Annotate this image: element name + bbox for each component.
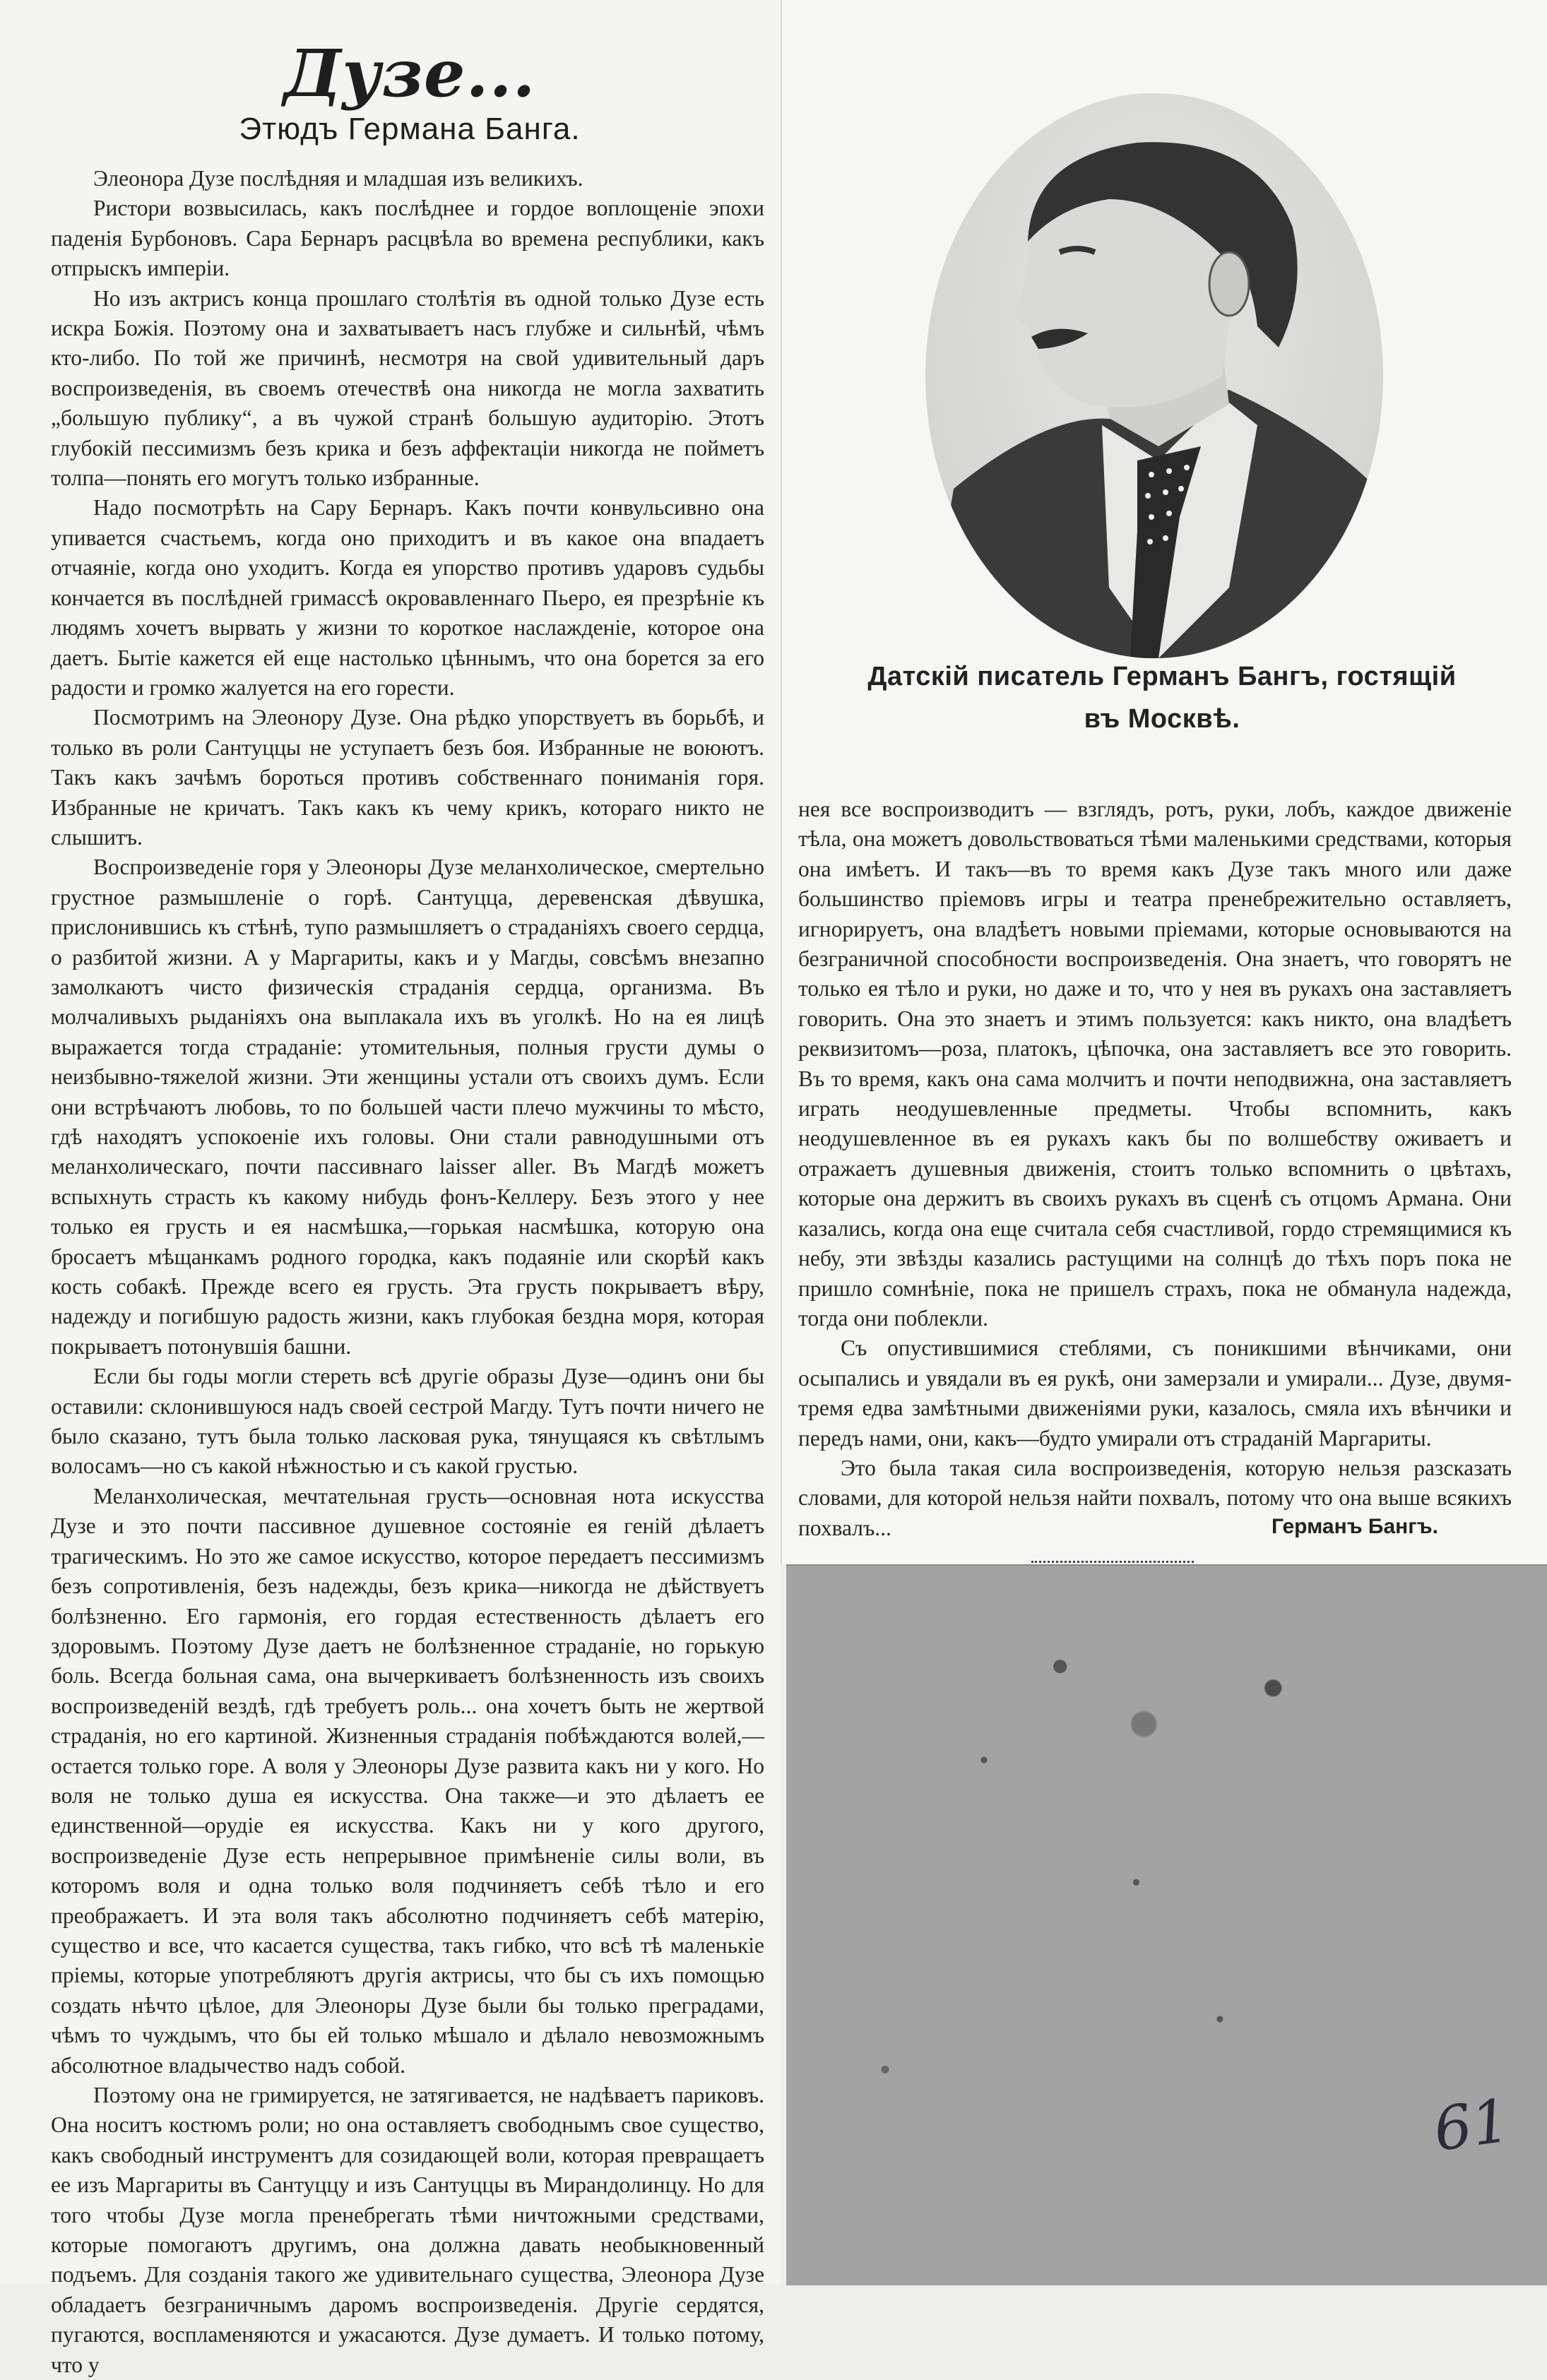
caption-line-2: въ Москвѣ. bbox=[1084, 704, 1240, 734]
paragraph: Поэтому она не гримируется, не затягивается, не надѣваетъ париковъ. Она носитъ костюмъ роли; но она оставляетъ свободнымъ свое существо, какъ свободный инструментъ для созидающей воли, которая превращаетъ ее изъ Маргариты въ Сантуццу и изъ Сантуццы въ Мирандолинцу. Но для того чтобы Дузе могла пренебрегать тѣми ничтожными средствами, которые помогаютъ другимъ, она должна давать необыкновенный подъемъ. Для созданія такого же удивительнаго существа, Элеонора Дузе обладаетъ безграничнымъ даромъ воспроизведенія. Другіе сердятся, пугаются, воспламеняются и ужасаются. Дузе думаетъ. И только потому, что у bbox=[51, 2083, 764, 2377]
paragraph: Воспроизведеніе горя у Элеоноры Дузе меланхолическое, смертельно грустное размышленіе о горѣ. Сантуцца, деревенская дѣвушка, прислонившись къ стѣнѣ, тупо размышляетъ о страданіяхъ своего сердца, о разбитой жизни. А у Маргариты, какъ и у Магды, совсѣмъ внезапно замолкаютъ чисто физическія страданія сердца, организма. Въ молчаливыхъ рыданіяхъ она выплакала ихъ въ уголкѣ. Но на ея лицѣ выражается тогда страданіе: утомительныя, полныя грусти думы о неизбывно-тяжелой жизни. Эти женщины устали отъ своихъ думъ. Если они встрѣчаютъ любовь, то по большей части плечо мужчины то мѣсто, гдѣ находятъ успокоеніе ихъ головы. Они стали равнодушными отъ меланхолическаго, почти пассивнаго laisser aller. Въ Магдѣ можетъ вспыхнуть страсть къ какому нибудь фонъ-Келлеру. Безъ этого у нее только ея грусть и ея насмѣшка,—горькая насмѣшка, которую она бросаетъ мѣщанкамъ родного городка, какъ подаяніе или скорѣй какъ кость собакѣ. Прежде всего ея грусть. Эта грусть покрываетъ вѣру, надежду и погибшую радость жизни, какъ глубокая бездна моря, которая покрываетъ потонувшія башни. bbox=[51, 855, 764, 1359]
right-text-column bbox=[798, 795, 1512, 1543]
article-subtitle: Этюдъ Германа Банга. bbox=[239, 112, 581, 146]
paragraph: Меланхолическая, мечтательная грусть—основная нота искусства Дузе и это почти пассивное душевное состояніе ея геній дѣлаетъ трагическимъ. Но это же самое искусство, которое передаетъ пессимизмъ безъ сопротивленія, безъ надежды, безъ крика—никогда не дѣйствуетъ болѣзненно. Его гармонія, его гордая естественность дѣлаетъ его здоровымъ. Поэтому Дузе даетъ не болѣзненное страданіе, но горькую боль. Всегда больная сама, она вычеркиваетъ болѣзненность изъ своихъ воспроизведеній вездѣ, гдѣ требуетъ роль... она хочетъ быть не жертвой страданія, но его картиной. Жизненныя страданія побѣждаются волей,—остается только горе. А воля у Элеоноры Дузе развита какъ ни у кого. Но воля не только душа ея искусства. Она также—и это дѣлаетъ ее единственной—орудіе ея искусства. Какъ ни у кого другого, воспроизведеніе Дузе есть непрерывное примѣненіе силы воли, въ которомъ воля и одна только воля подчиняетъ себѣ тѣло и его преображаетъ. И эта воля такъ абсолютно подчиняетъ себѣ матерію, существо и все, что касается существа, такъ гибко, что всѣ тѣ маленькіе пріемы, которые употребляютъ другія актрисы, что бы съ ихъ помощью создать нѣчто цѣлое, для Элеоноры Дузе были бы только преградами, чѣмъ то чуждымъ, что бы ей только мѣшало и дѣлало невозможнымъ абсолютное владычество надъ собой. bbox=[51, 1483, 764, 2078]
paragraph: Съ опустившимися стеблями, съ поникшими вѣнчиками, они осыпались и увядали въ ея рукѣ, они замерзали и умирали... Дузе, двумя-тремя едва замѣтными движеніями руки, казалось, смяла ихъ вѣнчики и передъ нами, они, какъ—будто умирали отъ страданій Маргариты. bbox=[798, 1335, 1512, 1451]
paragraph: Элеонора Дузе послѣдняя и младшая изъ великихъ. bbox=[93, 166, 583, 191]
paragraph: Ристори возвысилась, какъ послѣднее и гордое воплощеніе эпохи паденія Бурбоновъ. Сара Бернаръ расцвѣла во времена республики, какъ отпрыскъ имперіи. bbox=[51, 196, 764, 281]
handwritten-page-number: 61 bbox=[1429, 2086, 1515, 2165]
paragraph: Но изъ актрисъ конца прошлаго столѣтія въ одной только Дузе есть искра Божія. Поэтому она и захватываетъ насъ глубже и сильнѣй, чѣмъ кто-либо. По той же причинѣ, несмотря на свой удивительный даръ воспроизведенія, въ своемъ отечествѣ она никогда не могла захватить „большую публику“, а въ чужой странѣ большую аудиторію. Этотъ глубокій пессимизмъ безъ крика и безъ аффектаціи никогда не пойметъ толпа—понять его могутъ только избранные. bbox=[51, 285, 764, 491]
author-signature: Германъ Бангъ. bbox=[1272, 1515, 1438, 1538]
paragraph: нея все воспроизводитъ — взглядъ, ротъ, руки, лобъ, каждое движеніе тѣла, она можетъ довольствоваться тѣми маленькими средствами, которыя она имѣетъ. И такъ—въ то время какъ Дузе такъ много или даже большинство пріемовъ игры и театра пренебрежительно оставляетъ, игнорируетъ, она владѣетъ новыми пріемами, которые основываются на безграничной способности воспроизведенія. Она знаетъ, что говорятъ не только ея тѣло и руки, но даже и то, что у нея въ рукахъ она заставляетъ говорить. Она это знаетъ и этимъ пользуется: какъ никто, она владѣетъ реквизитомъ—роза, платокъ, цѣпочка, она заставляетъ все это говорить. Въ то время, какъ она сама молчитъ и почти неподвижна, она заставляетъ играть неодушевленные предметы. Чтобы вспомнить, какъ неодушевленное въ ея рукахъ какъ бы по волшебству оживаетъ и отражаетъ душевныя движенія, стоитъ только вспомнить о цвѣтахъ, которые она держитъ въ своихъ рукахъ въ сценѣ съ отцомъ Армана. Они казались, когда она еще считала себя счастливой, гордо стремящимися къ небу, эти звѣзды казались растущими на солнцѣ до тѣхъ поръ пока не пришло сомнѣніе, пока не пришелъ страхъ, пока не обманула надежда, тогда они поблекли. bbox=[798, 797, 1512, 1331]
paragraph: Посмотримъ на Элеонору Дузе. Она рѣдко упорствуетъ въ борьбѣ, и только въ роли Сантуццы не уступаетъ безъ боя. Избранные не воюютъ. Такъ какъ зачѣмъ бороться противъ собственнаго пониманія горя. Избранные не кричатъ. Такъ какъ къ чему крикъ, котораго никто не слышитъ. bbox=[51, 705, 764, 850]
caption-line-1: Датскій писатель Германъ Бангъ, гостящій bbox=[867, 662, 1457, 691]
paragraph: Это была такая сила воспроизведенія, которую нельзя разсказать словами, для которой нельзя найти похвалъ, потому что она выше всякихъ похвалъ... bbox=[798, 1455, 1512, 1540]
cardboard-backing bbox=[786, 1564, 1547, 2285]
paragraph: Надо посмотрѣть на Сару Бернаръ. Какъ почти конвульсивно она упивается счастьемъ, когда оно приходитъ и въ какое она впадаетъ отчаяніе, когда оно уходитъ. Когда ея упорство противъ ударовъ судьбы кончается въ послѣдней гримассѣ окровавленнаго Пьеро, ея презрѣніе къ людямъ хочетъ вырвать у жизни то короткое наслажденіе, которое она даетъ. Бытіе кажется ей еще настолько цѣннымъ, что она борется за его радости и громко жалуется на его горести. bbox=[51, 495, 764, 700]
left-text-column bbox=[51, 164, 764, 2380]
paragraph: Если бы годы могли стереть всѣ другіе образы Дузе—одинъ они бы оставили: склонившуюся надъ своей сестрой Магду. Тутъ почти ничего не было сказано, тутъ была только ласковая рука, тянущаяся къ свѣтлымъ волосамъ—но съ какой нѣжностью и съ какой грустью. bbox=[51, 1364, 764, 1479]
portrait-photo bbox=[925, 93, 1383, 658]
article-title: Дузе... bbox=[283, 35, 536, 112]
photo-caption bbox=[798, 655, 1526, 740]
ear-shape bbox=[1209, 252, 1249, 316]
portrait-illustration bbox=[925, 93, 1383, 658]
